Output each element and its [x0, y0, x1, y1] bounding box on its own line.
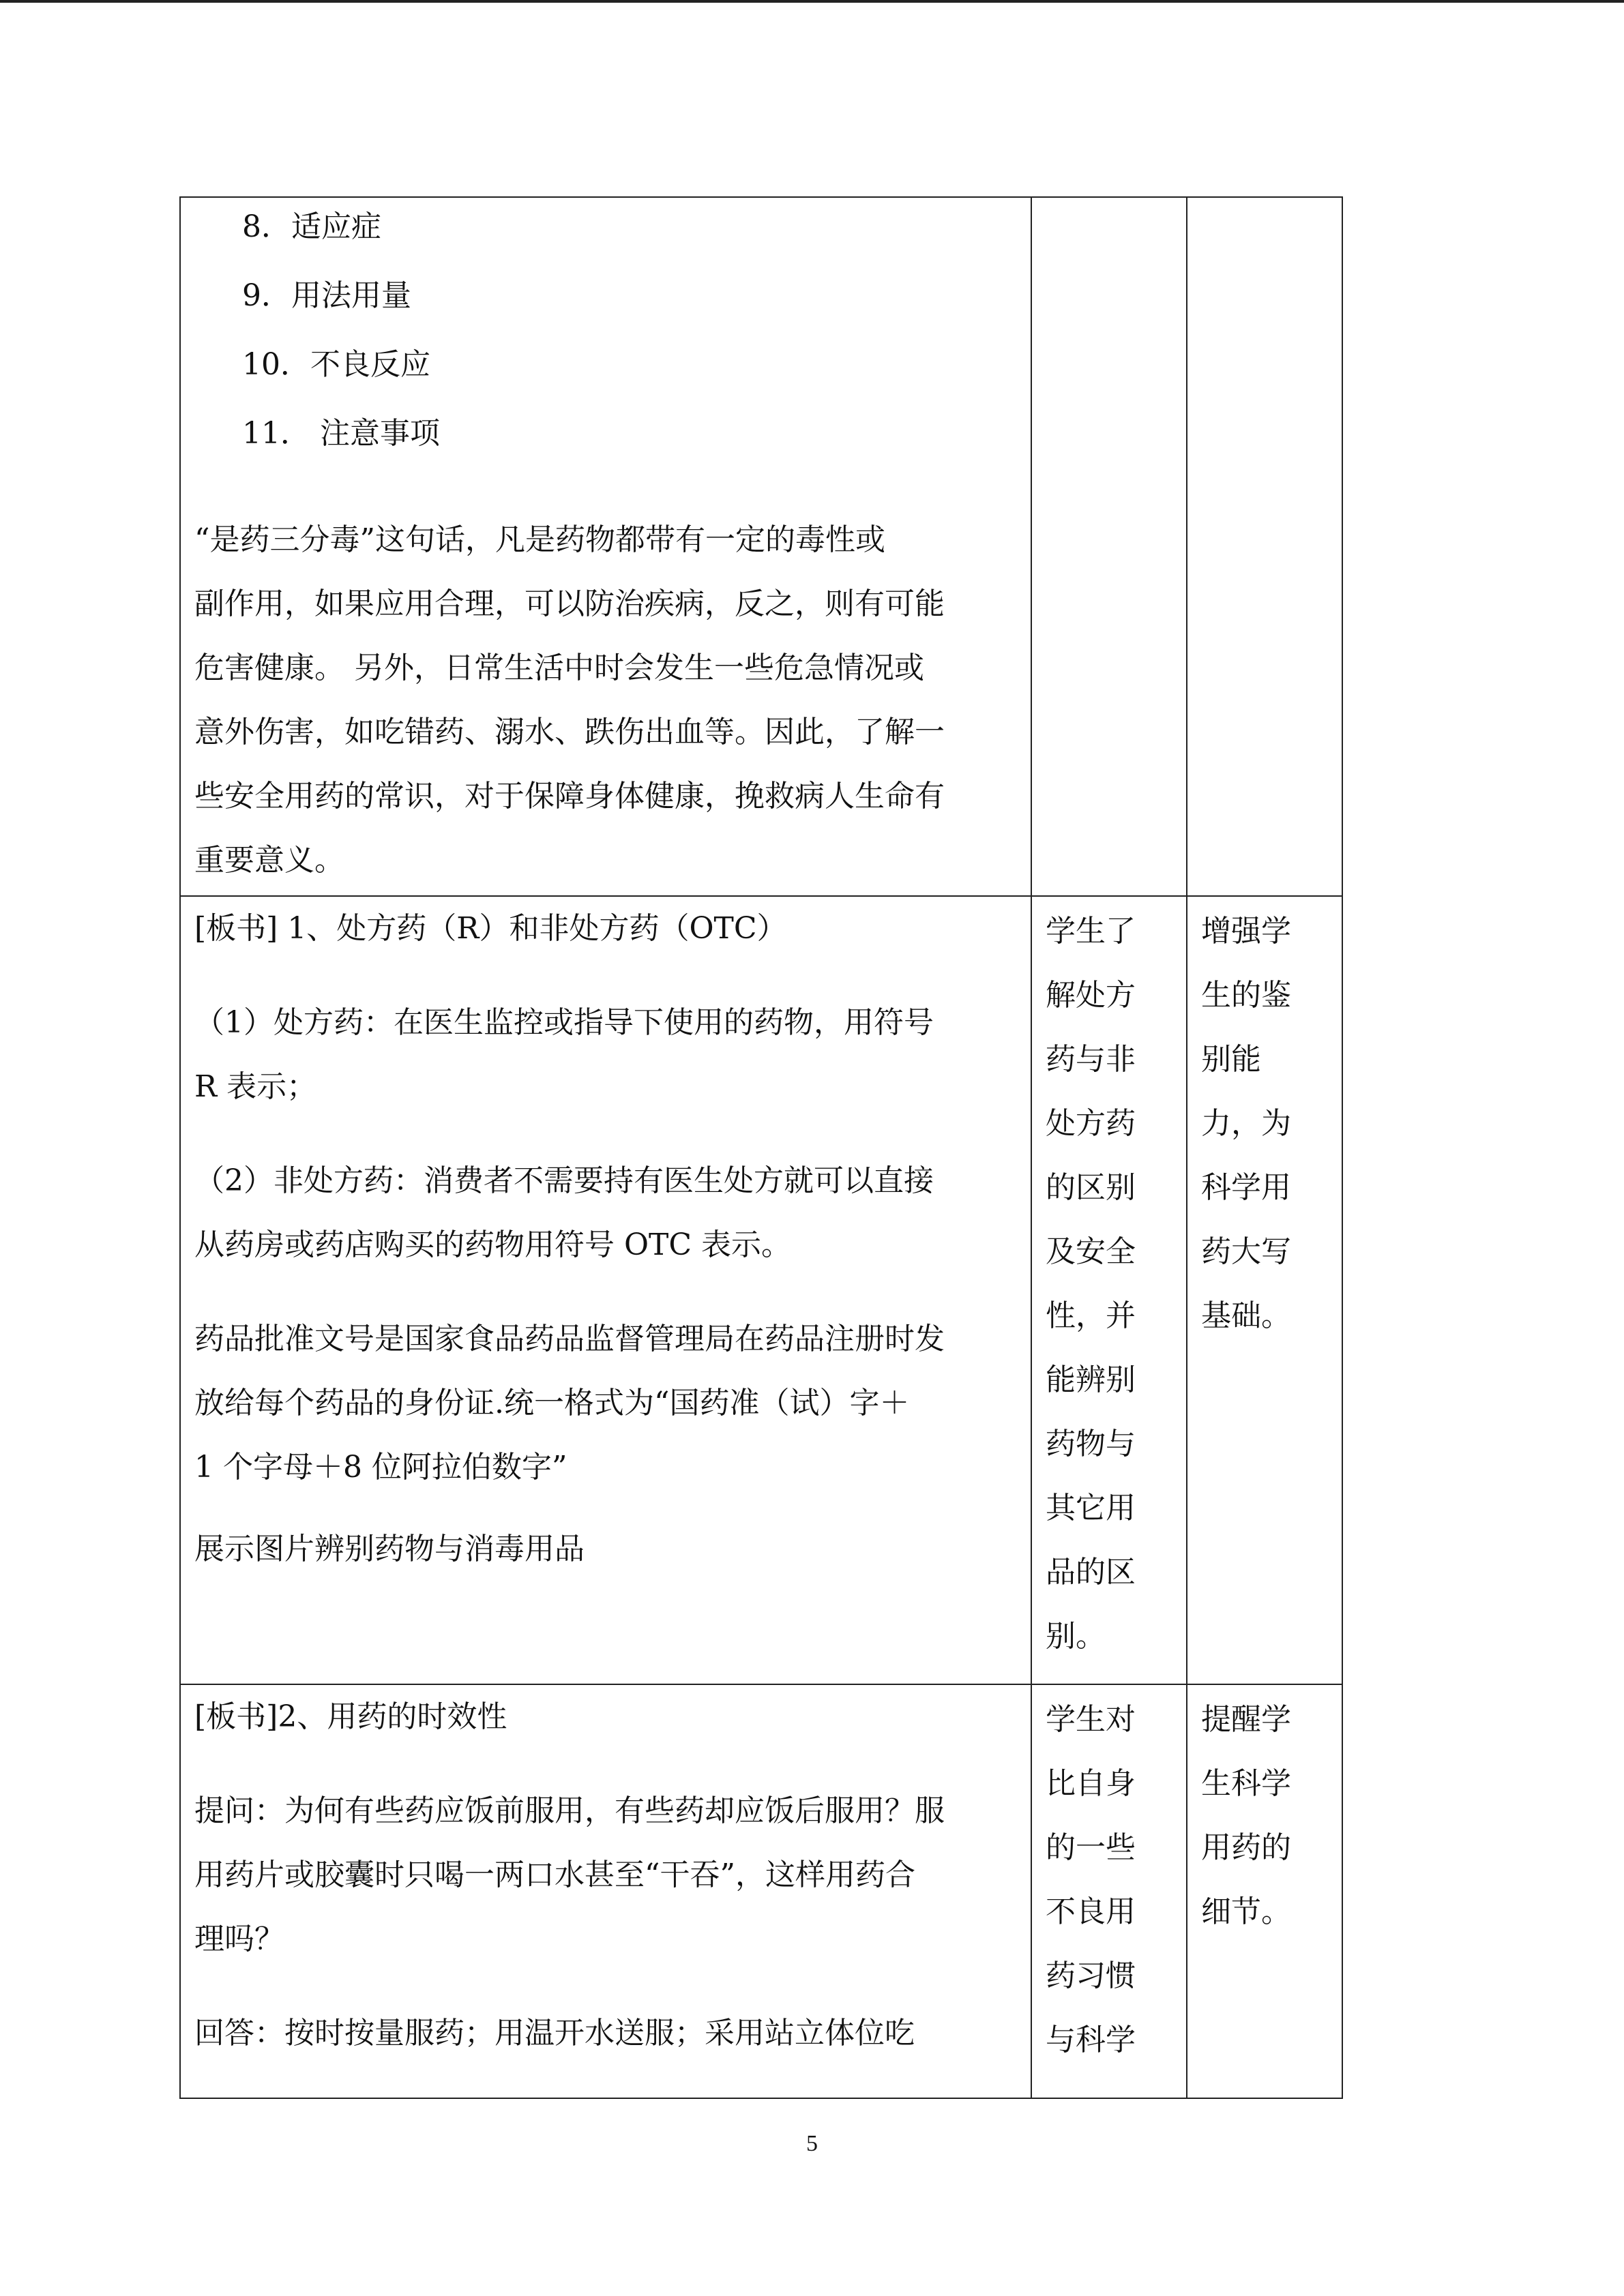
design-purpose-cell [1187, 896, 1342, 1684]
text-line: 基础。 [1201, 1298, 1291, 1333]
text-line: 提醒学 [1201, 1702, 1291, 1737]
text-line: 药与非 [1046, 1042, 1136, 1077]
student-activity-cell [1031, 197, 1187, 896]
text-line: 品的区 [1046, 1555, 1136, 1590]
text-line: 药习惯 [1046, 1958, 1136, 1993]
prescription-section [181, 897, 1031, 1581]
list-item: 8．适应症 [242, 209, 381, 244]
table-row [180, 896, 1342, 1684]
text-line: 生科学 [1201, 1766, 1291, 1801]
text-line: 些安全用药的常识，对于保障身体健康，挽救病人生命有 [194, 779, 945, 814]
text-line: 1 个字母＋8 位阿拉伯数字” [194, 1450, 567, 1485]
text-line: 药物与 [1046, 1427, 1136, 1461]
text-line: （2）非处方药：消费者不需要持有医生处方就可以直接 [194, 1163, 934, 1198]
table-row [180, 197, 1342, 896]
text-line: 学生对 [1046, 1702, 1136, 1737]
list-item: 9．用法用量 [242, 278, 411, 313]
text-line: 能辨别 [1046, 1362, 1136, 1397]
text-line: 用药片或胶囊时只喝一两口水甚至“干吞”，这样用药合 [194, 1858, 915, 1892]
text-line: 比自身 [1046, 1766, 1136, 1801]
text-line: 从药房或药店购买的药物用符号 OTC 表示。 [194, 1227, 792, 1262]
table-row [180, 1684, 1342, 2098]
text-line: 展示图片辨别药物与消毒用品 [194, 1532, 585, 1566]
text-line: 副作用，如果应用合理，可以防治疾病，反之，则有可能 [194, 586, 945, 621]
intro-paragraph [181, 508, 1031, 893]
text-line: 科学用 [1201, 1170, 1291, 1205]
text-line: 药品批准文号是国家食品药品监督管理局在药品注册时发 [194, 1322, 945, 1356]
text-line: 别。 [1046, 1619, 1106, 1654]
content-cell [180, 197, 1031, 896]
text-line: 重要意义。 [194, 843, 344, 878]
text-line: 药大写 [1201, 1234, 1291, 1269]
top-border-line [0, 0, 1624, 3]
content-cell [180, 1684, 1031, 2098]
text-line: 不良用 [1046, 1894, 1136, 1929]
text-line: 提问：为何有些药应饭前服用，有些药却应饭后服用？服 [194, 1793, 945, 1828]
board-heading: [板书] 1、处方药（R）和非处方药（OTC） [194, 911, 787, 946]
text-line: 危害健康。 另外，日常生活中时会发生一些危急情况或 [194, 651, 924, 685]
text-line: 别能 [1201, 1042, 1261, 1077]
design-purpose-cell [1187, 1684, 1342, 2098]
text-line: 增强学 [1201, 914, 1291, 949]
drug-label-items-list [181, 198, 1031, 473]
text-line: 学生了 [1046, 914, 1136, 949]
text-line: 细节。 [1201, 1894, 1291, 1929]
list-item: 10．不良反应 [242, 347, 430, 382]
text-line: 解处方 [1046, 978, 1136, 1013]
text-line: 其它用 [1046, 1491, 1136, 1525]
text-line: 用药的 [1201, 1830, 1291, 1865]
text-line: 理吗？ [194, 1922, 284, 1956]
text-line: 与科学 [1046, 2023, 1136, 2057]
text-line: 的区别 [1046, 1170, 1136, 1205]
text-line: 意外伤害，如吃错药、溺水、跌伤出血等。因此，了解一 [194, 715, 945, 749]
timing-section [181, 1685, 1031, 2066]
text-line: （1）处方药：在医生监控或指导下使用的药物，用符号 [194, 1005, 934, 1040]
text-line: “是药三分毒”这句话，凡是药物都带有一定的毒性或 [194, 522, 885, 557]
content-cell [180, 896, 1031, 1684]
board-heading: [板书]2、用药的时效性 [194, 1699, 507, 1734]
text-line: 生的鉴 [1201, 978, 1291, 1013]
design-purpose-cell [1187, 197, 1342, 896]
student-activity-cell [1031, 896, 1187, 1684]
text-line: 力，为 [1201, 1106, 1291, 1141]
page-number: 5 [806, 2131, 818, 2156]
text-line: 处方药 [1046, 1106, 1136, 1141]
text-line: 及安全 [1046, 1234, 1136, 1269]
text-line: 放给每个药品的身份证.统一格式为“国药准（试）字＋ [194, 1386, 910, 1420]
text-line: 性，并 [1046, 1298, 1136, 1333]
list-item: 11． 注意事项 [242, 416, 440, 451]
text-line: 的一些 [1046, 1830, 1136, 1865]
text-line: 回答：按时按量服药；用温开水送服；采用站立体位吃 [194, 2016, 915, 2051]
student-activity-cell [1031, 1684, 1187, 2098]
lesson-plan-table [179, 196, 1343, 2099]
text-line: R 表示； [194, 1069, 317, 1104]
